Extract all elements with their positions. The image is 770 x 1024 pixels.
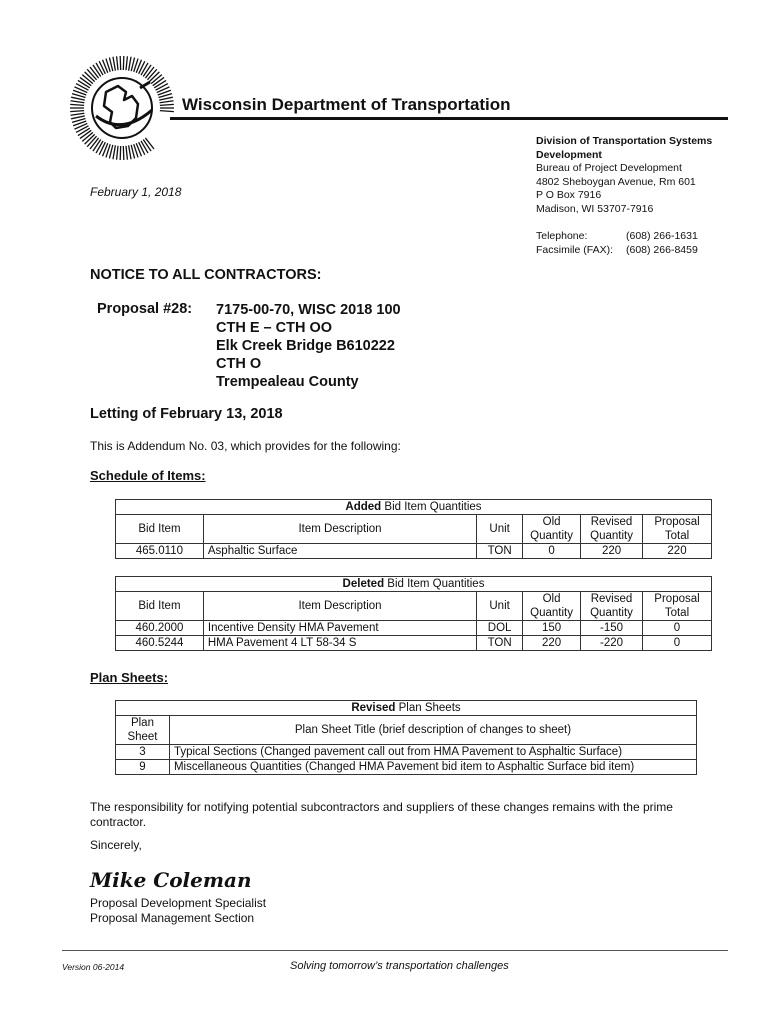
address-line: P O Box 7916	[536, 189, 602, 201]
added-items-table	[115, 499, 712, 559]
header-old-quantity: Old Quantity	[523, 515, 581, 544]
division-line: Division of Transportation Systems	[536, 135, 713, 147]
title-rule	[170, 117, 728, 120]
cell-total: 220	[643, 544, 712, 559]
cell-total: 0	[643, 621, 712, 636]
plan-sheets-heading: Plan Sheets:	[90, 670, 169, 685]
proposal-label: Proposal #28:	[97, 301, 193, 317]
table-header-row	[116, 716, 697, 745]
proposal-line: Elk Creek Bridge B610222	[216, 338, 395, 354]
cell-old: 150	[523, 621, 581, 636]
table-row	[116, 760, 697, 775]
cell-total: 0	[643, 636, 712, 651]
header-proposal-total: Proposal Total	[643, 592, 712, 621]
cell-unit: TON	[477, 544, 523, 559]
header-bid-item: Bid Item	[116, 592, 204, 621]
cell-revised: 220	[581, 544, 643, 559]
cell-description: HMA Pavement 4 LT 58-34 S	[203, 636, 476, 651]
address-line: Bureau of Project Development	[536, 162, 682, 174]
table-row	[116, 636, 712, 651]
cell-old: 0	[523, 544, 581, 559]
proposal-line: CTH E – CTH OO	[216, 320, 333, 336]
cell-description: Incentive Density HMA Pavement	[203, 621, 476, 636]
division-block	[536, 135, 746, 216]
cell-unit: DOL	[477, 621, 523, 636]
signature: Mike Coleman	[90, 868, 252, 892]
cell-sheet: 9	[116, 760, 170, 775]
header-old-quantity: Old Quantity	[523, 592, 581, 621]
header-description: Item Description	[203, 515, 476, 544]
table-caption: Deleted Bid Item Quantities	[116, 577, 712, 592]
proposal-details	[216, 301, 401, 391]
header-proposal-total: Proposal Total	[643, 515, 712, 544]
schedule-heading: Schedule of Items:	[90, 468, 206, 483]
cell-bid-item: 460.2000	[116, 621, 204, 636]
header-revised-quantity: Revised Quantity	[581, 515, 643, 544]
version-label: Version 06-2014	[62, 962, 125, 972]
table-header-row	[116, 515, 712, 544]
header-bid-item: Bid Item	[116, 515, 204, 544]
cell-sheet-title: Miscellaneous Quantities (Changed HMA Pavement bid item to Asphaltic Surface bid item)	[169, 760, 696, 775]
cell-revised: -150	[581, 621, 643, 636]
cell-bid-item: 465.0110	[116, 544, 204, 559]
addendum-text: This is Addendum No. 03, which provides for the following:	[90, 439, 401, 453]
header-plan-sheet: Plan Sheet	[116, 716, 170, 745]
address-line: Madison, WI 53707-7916	[536, 202, 654, 215]
footer-tagline: Solving tomorrow’s transportation challenges	[290, 960, 509, 972]
table-caption-row	[116, 500, 712, 515]
contact-block	[536, 229, 698, 257]
header-unit: Unit	[477, 515, 523, 544]
table-header-row	[116, 592, 712, 621]
division-line: Development	[536, 148, 602, 161]
proposal-line: Trempealeau County	[216, 374, 359, 390]
proposal-line: 7175-00-70, WISC 2018 100	[216, 302, 401, 318]
cell-bid-item: 460.5244	[116, 636, 204, 651]
telephone-number: (608) 266-1631	[626, 230, 698, 242]
cell-sheet-title: Typical Sections (Changed pavement call out from HMA Pavement to Asphaltic Surface)	[169, 745, 696, 760]
header-description: Item Description	[203, 592, 476, 621]
table-row	[116, 745, 697, 760]
fax-number: (608) 266-8459	[626, 244, 698, 256]
table-caption-row	[116, 701, 697, 716]
letter-date: February 1, 2018	[90, 185, 182, 199]
deleted-items-table	[115, 576, 712, 651]
table-caption-row	[116, 577, 712, 592]
footer-rule	[62, 950, 728, 951]
table-row	[116, 621, 712, 636]
cell-sheet: 3	[116, 745, 170, 760]
wisdot-logo	[66, 52, 178, 164]
telephone-label: Telephone:	[536, 230, 588, 242]
header-revised-quantity: Revised Quantity	[581, 592, 643, 621]
proposal-line: CTH O	[216, 356, 262, 372]
fax-label: Facsimile (FAX):	[536, 244, 614, 256]
table-row	[116, 544, 712, 559]
cell-old: 220	[523, 636, 581, 651]
department-title: Wisconsin Department of Transportation	[182, 95, 511, 114]
closing: Sincerely,	[90, 838, 142, 852]
signer-title-line: Proposal Management Section	[90, 911, 255, 925]
cell-description: Asphaltic Surface	[203, 544, 476, 559]
responsibility-paragraph: The responsibility for notifying potential subcontractors and suppliers of these changes remains with the prime contractor.	[90, 800, 673, 829]
plan-sheets-table	[115, 700, 697, 775]
table-caption: Revised Plan Sheets	[116, 701, 697, 716]
table-caption: Added Bid Item Quantities	[116, 500, 712, 515]
header-sheet-title: Plan Sheet Title (brief description of changes to sheet)	[169, 716, 696, 745]
cell-revised: -220	[581, 636, 643, 651]
header-unit: Unit	[477, 592, 523, 621]
signer-title-line: Proposal Development Specialist	[90, 896, 267, 910]
signer-title	[90, 896, 266, 926]
address-line: 4802 Sheboygan Avenue, Rm 601	[536, 175, 696, 188]
letting-heading: Letting of February 13, 2018	[90, 406, 283, 422]
cell-unit: TON	[477, 636, 523, 651]
notice-heading: NOTICE TO ALL CONTRACTORS:	[90, 267, 322, 283]
